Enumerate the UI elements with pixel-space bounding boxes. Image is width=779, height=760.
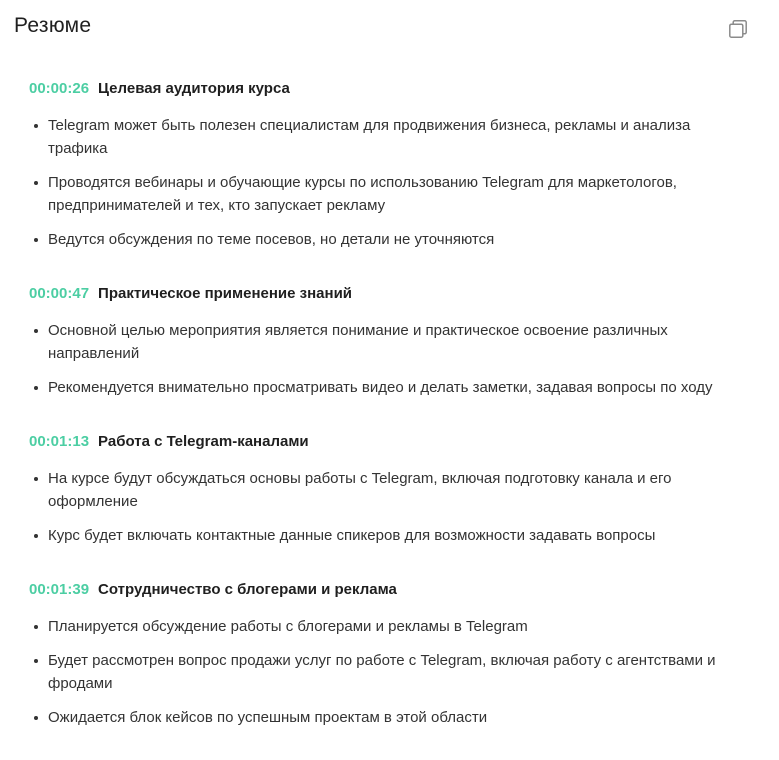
timestamp-link[interactable]: 00:00:26 bbox=[29, 80, 90, 97]
timestamp-link[interactable]: 00:01:13 bbox=[29, 433, 90, 450]
section-title: Целевая аудитория курса bbox=[98, 80, 290, 97]
bullet-item: Ведутся обсуждения по теме посевов, но детали не уточняются bbox=[29, 228, 718, 251]
copy-icon bbox=[727, 18, 749, 40]
bullet-item: Будет рассмотрен вопрос продажи услуг по работе с Telegram, включая работу с агентствами и фродами bbox=[29, 649, 718, 695]
section-heading bbox=[29, 581, 749, 599]
bullet-list bbox=[29, 615, 718, 729]
timestamp-link[interactable]: 00:01:39 bbox=[29, 581, 90, 598]
bullet-item: Планируется обсуждение работы с блогерами и рекламы в Telegram bbox=[29, 615, 718, 638]
bullet-item: Telegram может быть полезен специалистам для продвижения бизнеса, рекламы и анализа трафика bbox=[29, 114, 718, 160]
bullet-list bbox=[29, 319, 718, 399]
summary-content bbox=[0, 42, 779, 729]
summary-section bbox=[29, 80, 749, 251]
bullet-item: Проводятся вебинары и обучающие курсы по использованию Telegram для маркетологов, предпринимателей и тех, кто запускает рекламу bbox=[29, 171, 718, 217]
bullet-item: Ожидается блок кейсов по успешным проектам в этой области bbox=[29, 706, 718, 729]
copy-button[interactable] bbox=[725, 16, 751, 42]
section-title: Сотрудничество с блогерами и реклама bbox=[98, 581, 397, 598]
bullet-list bbox=[29, 467, 718, 547]
bullet-item: Курс будет включать контактные данные спикеров для возможности задавать вопросы bbox=[29, 524, 718, 547]
section-heading bbox=[29, 80, 749, 98]
section-title: Практическое применение знаний bbox=[98, 285, 353, 302]
summary-section bbox=[29, 581, 749, 729]
section-heading bbox=[29, 285, 749, 303]
bullet-item: Рекомендуется внимательно просматривать видео и делать заметки, задавая вопросы по ходу bbox=[29, 376, 718, 399]
bullet-item: Основной целью мероприятия является понимание и практическое освоение различных направлений bbox=[29, 319, 718, 365]
header bbox=[0, 0, 779, 42]
summary-section bbox=[29, 285, 749, 399]
page-title: Резюме bbox=[14, 14, 92, 37]
bullet-list bbox=[29, 114, 718, 251]
summary-section bbox=[29, 433, 749, 547]
section-heading bbox=[29, 433, 749, 451]
bullet-item: На курсе будут обсуждаться основы работы с Telegram, включая подготовку канала и его оформление bbox=[29, 467, 718, 513]
timestamp-link[interactable]: 00:00:47 bbox=[29, 285, 90, 302]
section-title: Работа с Telegram-каналами bbox=[98, 433, 309, 450]
